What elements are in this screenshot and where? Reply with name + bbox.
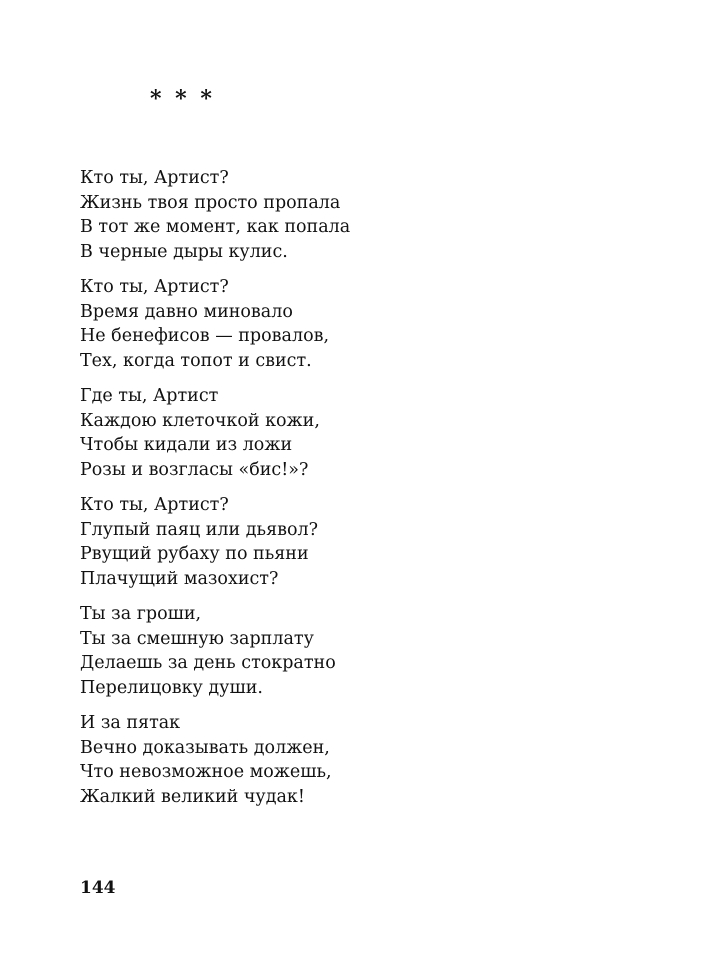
stanza-4 [80,493,640,591]
poem-line: Где ты, Артист [80,386,219,406]
section-ornament: * * * [150,86,215,112]
poem-line: Жалкий великий чудак! [80,786,305,807]
poem-line: И за пятак [80,713,181,733]
page-number: 144 [80,878,116,898]
poem-line: Делаешь за день стократно [80,653,336,673]
poem-line: В тот же момент, как попала [80,217,351,237]
stanza-6 [80,711,640,809]
poem-line: Кто ты, Артист? [80,495,229,515]
poem-line: Каждою клеточкой кожи, [80,410,320,431]
poem-line: Перелицовку души. [80,677,263,698]
poem-line: Ты за смешную зарплату [80,628,314,649]
poem-line: Жизнь твоя просто пропала [80,192,341,213]
poem-line: Не бенефисов — провалов, [80,326,330,346]
poem-line: Глупый паяц или дьявол? [80,519,319,540]
poem-line: Кто ты, Артист? [80,277,229,297]
poem-line: Тех, когда топот и свист. [80,350,312,371]
poem-line: Розы и возгласы «бис!»? [80,459,309,480]
poem [80,166,640,809]
poem-line: Ты за гроши, [80,604,202,624]
poem-line: Вечно доказывать должен, [80,737,330,758]
stanza-2 [80,275,640,373]
poem-line: Чтобы кидали из ложи [80,435,293,455]
poem-line: В черные дыры кулис. [80,241,288,262]
poem-line: Кто ты, Артист? [80,168,229,188]
stanza-1 [80,166,640,264]
poem-line: Время давно миновало [80,301,293,322]
stanza-3 [80,384,640,482]
poem-line: Плачущий мазохист? [80,568,279,589]
poem-line: Рвущий рубаху по пьяни [80,544,309,564]
stanza-5 [80,602,640,700]
poem-line: Что невозможное можешь, [80,762,332,782]
